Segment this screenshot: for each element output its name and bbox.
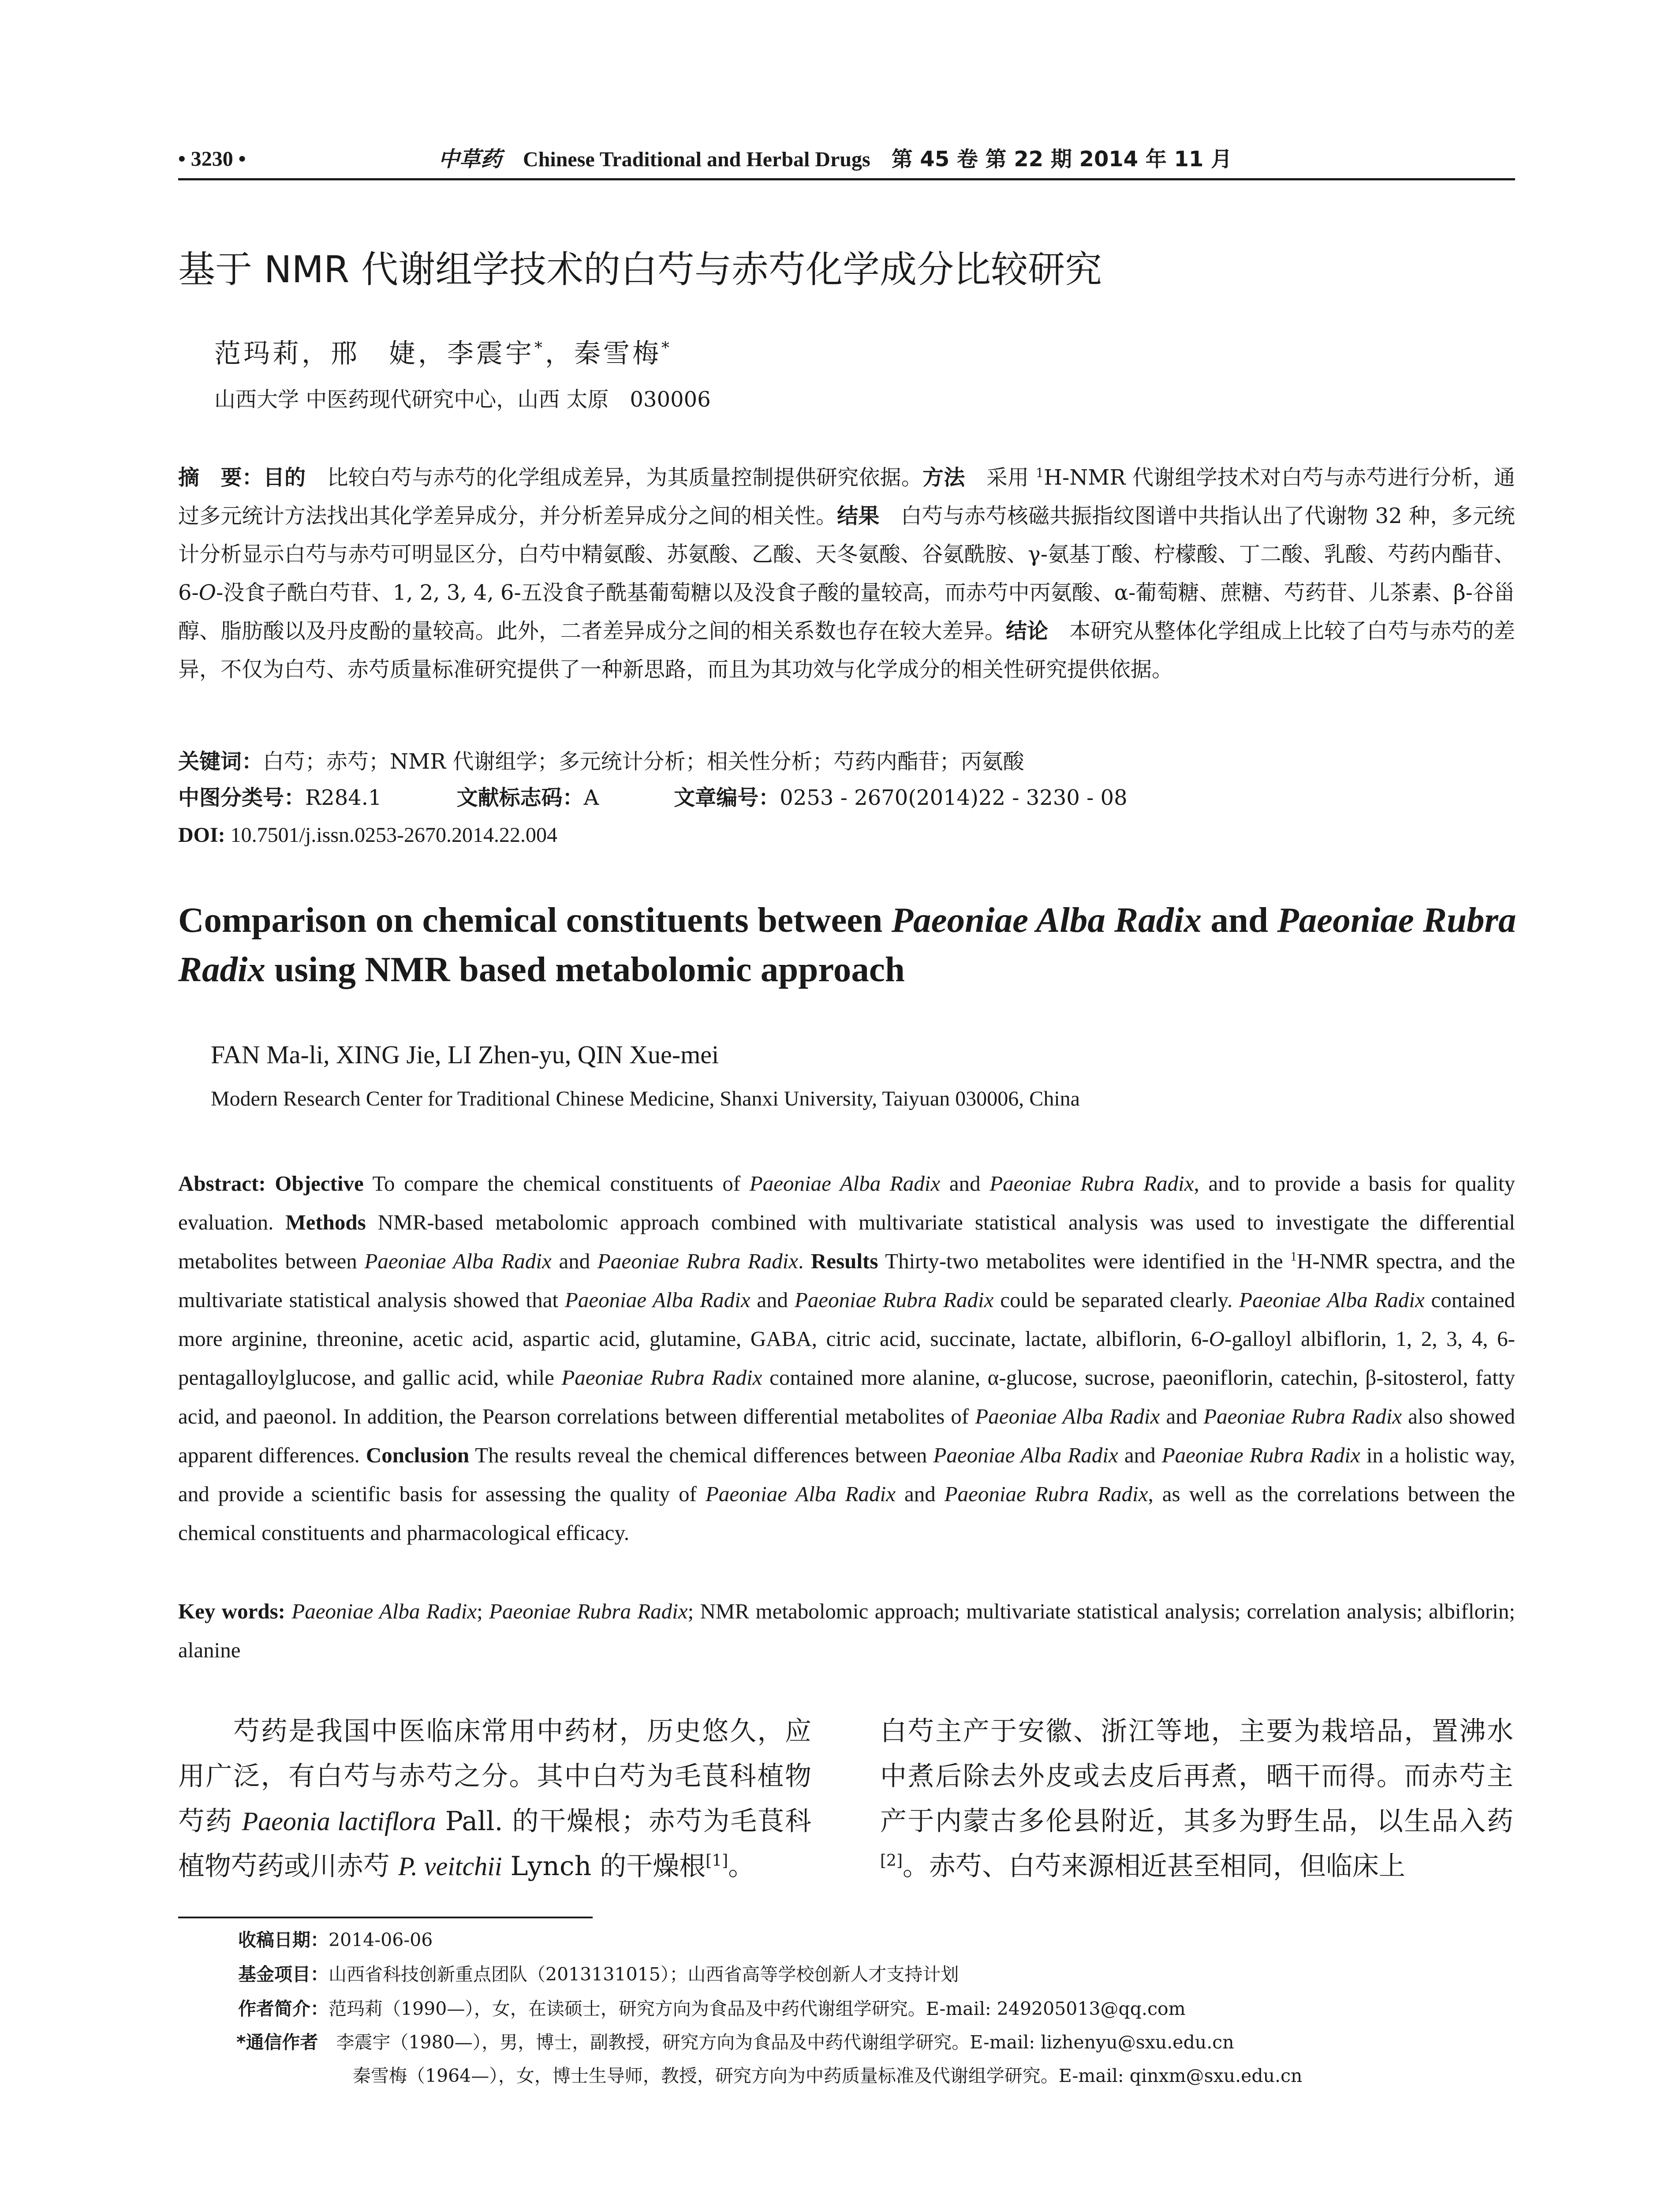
cn-affiliation: 山西大学 中医药现代研究中心，山西 太原 030006: [214, 387, 711, 412]
doccode-label: 文献标志码：: [456, 785, 584, 810]
en-title-species: Paeoniae Alba Radix: [891, 900, 1202, 940]
corr-author-1: 李震宇（1980—），男，博士，副教授，研究方向为食品及中药代谢组学研究。E-mail: lizhenyu@sxu.edu.cn: [336, 2032, 1234, 2053]
funding-text: 山西省科技创新重点团队（2013131015）；山西省高等学校创新人才支持计划: [329, 1964, 959, 1985]
en-abstract-text: contained more arginine, threonine, acetic acid, aspartic acid, glutamine, GABA, citric acid, succinate, lactate, albiflorin, 6-: [178, 1288, 1515, 1351]
species-pa: Paeoniae Alba Radix: [564, 1288, 750, 1312]
en-abstract-text: contained more alanine, α-glucose, sucrose, paeoniflorin, catechin, β-sitosterol, fatty acid, and paeonol. In addition, the Pearson correlations between differential metabolites of: [178, 1365, 1515, 1428]
keyword-species-pr: Paeoniae Rubra Radix: [489, 1599, 688, 1623]
italic-o: O: [1209, 1327, 1225, 1351]
en-abstract-text: -galloyl albiflorin, 1, 2, 3, 4, 6-pentagalloylglucose, and gallic acid, while: [178, 1327, 1515, 1390]
received-date: 2014-06-06: [329, 1929, 433, 1951]
species-pa: Paeoniae Alba Radix: [975, 1404, 1160, 1428]
en-abstract-text: and: [1160, 1404, 1204, 1428]
cn-abstract: [178, 459, 1515, 689]
cn-keywords: [178, 743, 1515, 781]
article-value: 0253 - 2670(2014)22 - 3230 - 08: [780, 785, 1127, 810]
results-text-2: -没食子酰白芍苷、1, 2, 3, 4, 6-五没食子酰基葡萄糖以及没食子酸的量较高，而赤芍中丙氨酸、α-葡萄糖、蔗糖、芍药苷、儿茶素、β-谷甾醇、脂肪酸以及丹皮酚的量较高。此外，二者差异成分之间的相关系数也存在较大差异。: [178, 580, 1515, 643]
body-text: 芍药是我国中医临床常用中药材，历史悠久，应用广泛，有白芍与赤芍之分。其中白芍为毛茛科植物芍药: [178, 1716, 811, 1837]
en-abstract-text: Thirty-two metabolites were identified in the: [878, 1249, 1291, 1273]
en-results-label: Results: [810, 1249, 878, 1273]
body-text: 。赤芍、白芍来源相近甚至相同，但临床上: [903, 1851, 1405, 1882]
en-keywords-label: Key words:: [178, 1599, 285, 1623]
cn-authors-part1: 范玛莉，邢 婕，李震宇: [214, 338, 534, 369]
results-label: 结果: [837, 504, 880, 528]
en-abstract-text: and: [750, 1288, 795, 1312]
en-affiliation: Modern Research Center for Traditional Chinese Medicine, Shanxi University, Taiyuan 030006, China: [211, 1087, 1080, 1110]
corr-label: *通信作者: [236, 2032, 318, 2053]
species-pr: Paeoniae Rubra Radix: [1203, 1404, 1402, 1428]
issue-info: 第 45 卷 第 22 期 2014 年 11 月: [891, 147, 1232, 172]
doi-label: DOI:: [178, 823, 225, 847]
cn-title: 基于 NMR 代谢组学技术的白芍与赤芍化学成分比较研究: [178, 248, 1102, 291]
species-pr: Paeoniae Rubra Radix: [561, 1365, 762, 1390]
footnote-corresponding: [236, 2029, 1234, 2056]
methods-pre: 采用: [965, 465, 1036, 490]
cn-authors-part2: ，秦雪梅: [545, 338, 661, 369]
bio-label: 作者简介：: [238, 1998, 329, 2019]
body-text: Pall. 的干燥根；赤芍为毛茛科植物芍药或川赤芍: [178, 1806, 812, 1882]
objective-label: 目的: [263, 465, 306, 490]
en-authors: FAN Ma-li, XING Jie, LI Zhen-yu, QIN Xue-mei: [211, 1040, 719, 1069]
keyword-species-pa: Paeoniae Alba Radix: [285, 1599, 477, 1623]
en-abstract-text: To compare the chemical constituents of: [363, 1171, 750, 1196]
species-pa: Paeoniae Alba Radix: [933, 1443, 1118, 1467]
footnote-received: [238, 1926, 433, 1954]
en-abstract-text: could be separated clearly.: [993, 1288, 1239, 1312]
footnote-corresponding-2: 秦雪梅（1964—），女，博士生导师，教授，研究方向为中药质量标准及代谢组学研究。E-mail: qinxm@sxu.edu.cn: [353, 2065, 1303, 2086]
species-pr: Paeoniae Rubra Radix: [944, 1482, 1148, 1506]
species-pa: Paeoniae Alba Radix: [1239, 1288, 1425, 1312]
en-abstract: [178, 1164, 1515, 1552]
species-pr: Paeoniae Rubra Radix: [1161, 1443, 1360, 1467]
keyword-separator: ;: [477, 1599, 489, 1623]
en-abstract-text: NMR-based metabolomic approach combined with multivariate statistical analysis was used to investigate the differential metabolites between: [178, 1210, 1515, 1273]
conclusion-text: 本研究从整体化学组成上比较了白芍与赤芍的差异，不仅为白芍、赤芍质量标准研究提供了一种新思路，而且为其功效与化学成分的相关性研究提供依据。: [178, 619, 1515, 682]
en-title: [178, 895, 1519, 994]
doi-line: [178, 816, 1515, 854]
footnote-funding: [238, 1961, 959, 1988]
results-italic-o: O: [198, 580, 217, 605]
en-abstract-text: , and to provide a basis for quality evaluation.: [178, 1171, 1516, 1234]
cn-authors: [214, 336, 672, 371]
en-title-part: and: [1202, 900, 1277, 940]
funding-label: 基金项目：: [238, 1964, 329, 1985]
footnote-bio: [238, 1995, 1186, 2022]
body-species: P. veitchii: [398, 1852, 502, 1881]
en-title-part: using NMR based metabolomic approach: [265, 949, 905, 989]
species-pa: Paeoniae Alba Radix: [364, 1249, 552, 1273]
body-species: Paeonia lactiflora: [242, 1807, 436, 1836]
en-abstract-text: and: [895, 1482, 945, 1506]
species-pr: Paeoniae Rubra Radix: [795, 1288, 994, 1312]
doccode-value: A: [583, 785, 599, 810]
header-rule: [178, 178, 1515, 180]
en-conclusion-label: Conclusion: [366, 1443, 470, 1467]
en-abstract-label: Abstract: Objective: [178, 1171, 364, 1196]
corresponding-mark: *: [661, 339, 672, 357]
abstract-label: 摘 要：: [178, 465, 263, 490]
body-column-right: [880, 1709, 1513, 1889]
species-pr: Paeoniae Rubra Radix: [597, 1249, 799, 1273]
en-title-part: Comparison on chemical constituents between: [178, 900, 892, 940]
citation-ref[interactable]: [1]: [706, 1852, 728, 1870]
citation-ref[interactable]: [2]: [880, 1852, 903, 1870]
keywords-label: 关键词：: [178, 749, 263, 774]
corresponding-mark: *: [534, 339, 545, 357]
results-text-1: 白芍与赤芍核磁共振指纹图谱中共指认出了代谢物 32 种，多元统计分析显示白芍与赤芍可明显区分，白芍中精氨酸、苏氨酸、乙酸、天冬氨酸、谷氨酰胺、γ-氨基丁酸、柠檬酸、丁二酸、乳酸、芍药内酯苷、6-: [178, 504, 1515, 605]
body-text: Lynch 的干燥根: [502, 1851, 706, 1882]
conclusion-label: 结论: [1006, 619, 1049, 643]
en-keywords: [178, 1592, 1515, 1670]
methods-label: 方法: [922, 465, 965, 490]
journal-name-en: Chinese Traditional and Herbal Drugs: [523, 148, 870, 171]
en-abstract-text: H-NMR spectra, and the multivariate statistical analysis showed that: [178, 1249, 1516, 1312]
en-title-species: Paeoniae Rubra Radix: [178, 900, 1516, 989]
en-abstract-text: and: [940, 1171, 990, 1196]
bio-text: 范玛莉（1990—），女，在读硕士，研究方向为食品及中药代谢组学研究。E-mail: 249205013@qq.com: [329, 1998, 1186, 2019]
species-pa: Paeoniae Alba Radix: [705, 1482, 896, 1506]
doi-value: 10.7501/j.issn.0253-2670.2014.22.004: [225, 823, 558, 847]
class-label: 中图分类号：: [178, 785, 306, 810]
methods-sup: 1: [1035, 465, 1044, 480]
en-abstract-text: in a holistic way, and provide a scientific basis for assessing the quality of: [178, 1443, 1516, 1506]
en-methods-label: Methods: [285, 1210, 366, 1234]
en-abstract-text: and: [1118, 1443, 1162, 1467]
journal-line: [438, 144, 1232, 175]
nmr-superscript: 1: [1290, 1249, 1297, 1264]
en-abstract-text: , as well as the correlations between the chemical constituents and pharmacological efficacy.: [178, 1482, 1515, 1545]
species-pa: Paeoniae Alba Radix: [749, 1171, 941, 1196]
class-value: R284.1: [305, 785, 382, 810]
received-label: 收稿日期：: [238, 1929, 329, 1951]
page-number: • 3230 •: [178, 147, 246, 171]
en-abstract-text: and: [551, 1249, 597, 1273]
footnote-rule: [178, 1917, 593, 1918]
body-text: 。: [728, 1851, 755, 1882]
en-abstract-text: also showed apparent differences.: [178, 1404, 1515, 1467]
objective-text: 比较白芍与赤芍的化学组成差异，为其质量控制提供研究依据。: [306, 465, 923, 490]
running-header: [178, 144, 1515, 175]
methods-text: H-NMR 代谢组学技术对白芍与赤芍进行分析，通过多元统计方法找出其化学差异成分，并分析差异成分之间的相关性。: [178, 465, 1515, 528]
cn-classification: [178, 779, 1515, 817]
en-abstract-text: .: [798, 1249, 811, 1273]
species-pr: Paeoniae Rubra Radix: [989, 1171, 1194, 1196]
en-keywords-rest: ; NMR metabolomic approach; multivariate statistical analysis; correlation analysis; albiflorin; alanine: [178, 1599, 1516, 1662]
journal-name-cn: 中草药: [438, 147, 502, 172]
body-column-left: [178, 1709, 811, 1889]
en-abstract-text: The results reveal the chemical differences between: [469, 1443, 933, 1467]
body-text: 白芍主产于安徽、浙江等地，主要为栽培品，置沸水中煮后除去外皮或去皮后再煮，晒干而得。而赤芍主产于内蒙古多伦县附近，其多为野生品，以生品入药: [880, 1716, 1513, 1837]
keywords-text: 白芍；赤芍；NMR 代谢组学；多元统计分析；相关性分析；芍药内酯苷；丙氨酸: [263, 749, 1024, 774]
article-label: 文章编号：: [674, 785, 780, 810]
